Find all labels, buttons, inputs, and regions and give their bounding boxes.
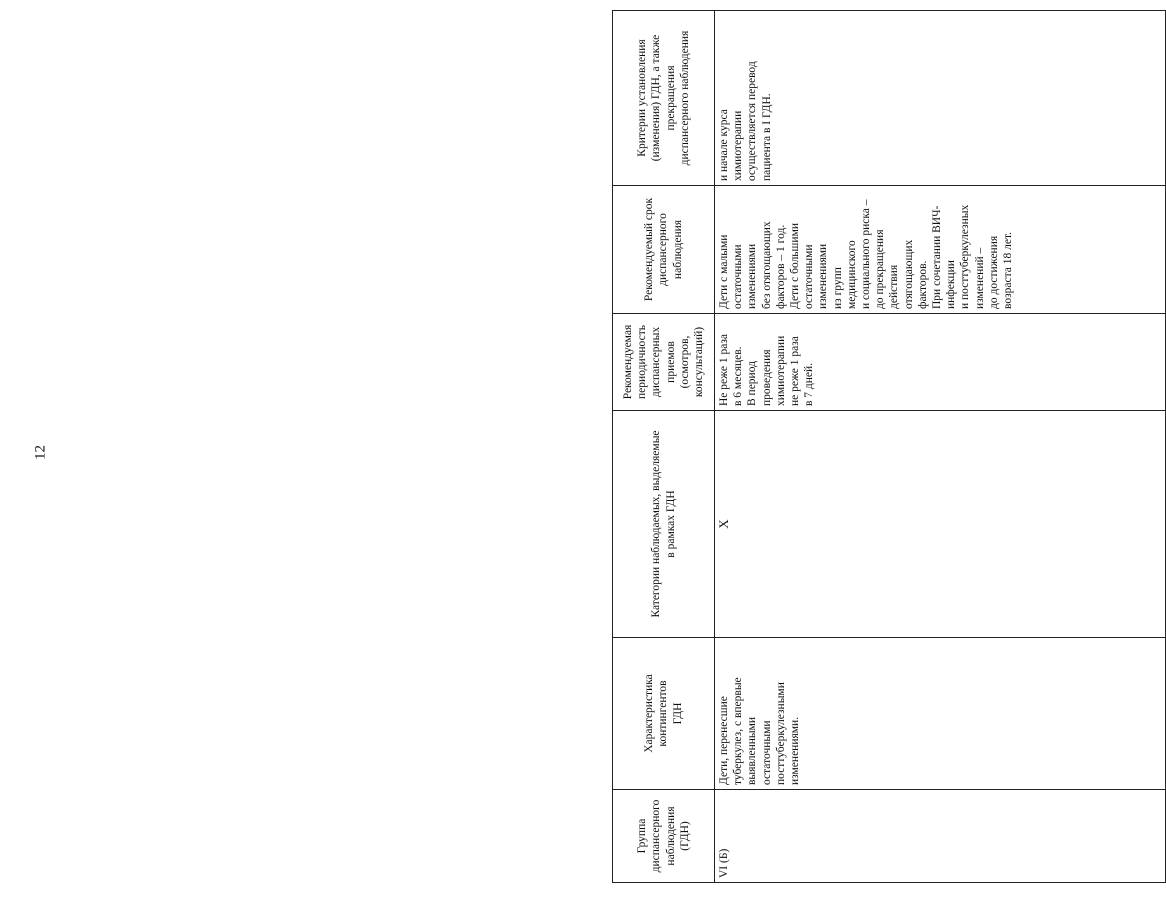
header-characteristics: Характеристика контингентов ГДН: [613, 638, 715, 790]
header-term: Рекомендуемый срок диспансерного наблюдения: [613, 186, 715, 314]
dispensary-observation-table: [612, 10, 1166, 883]
cell-group: VI (Б): [715, 790, 1166, 883]
page-number: 12: [32, 445, 49, 460]
header-periodicity: Рекомендуемая периодичность диспансерных приемов (осмотров, консультаций): [613, 314, 715, 411]
cell-term: Дети с малыми остаточными изменениями без отягощающих факторов – 1 год. Дети с большими остаточными изменениями из групп медицинского и социального риска – до прекращения действия отягощающих факторов. При сочетании ВИЧ- инфекции и посттуберкулезных изменений – до достижения возраста 18 лет.: [715, 186, 1166, 314]
cell-criteria: и начале курса химиотерапии осуществляется перевод пациента в I ГДН.: [715, 11, 1166, 186]
rotated-table-container: [612, 11, 1159, 883]
cell-category: [715, 411, 1166, 638]
header-group: Группа диспансерного наблюдения (ГДН): [613, 790, 715, 883]
cell-characteristics: Дети, перенесшие туберкулез, с впервые выявленными остаточными посттуберкулезными изменениями.: [715, 638, 1166, 790]
category-mark: X: [716, 519, 731, 529]
table-row: [715, 11, 1166, 883]
cell-periodicity: Не реже 1 раза в 6 месяцев. В период проведения химиотерапии не реже 1 раза в 7 дней.: [715, 314, 1166, 411]
table-header-row: [613, 11, 715, 883]
header-category: Категории наблюдаемых, выделяемые в рамках ГДН: [613, 411, 715, 638]
header-criteria: Критерии установления (изменения) ГДН, а также прекращения диспансерного наблюдения: [613, 11, 715, 186]
